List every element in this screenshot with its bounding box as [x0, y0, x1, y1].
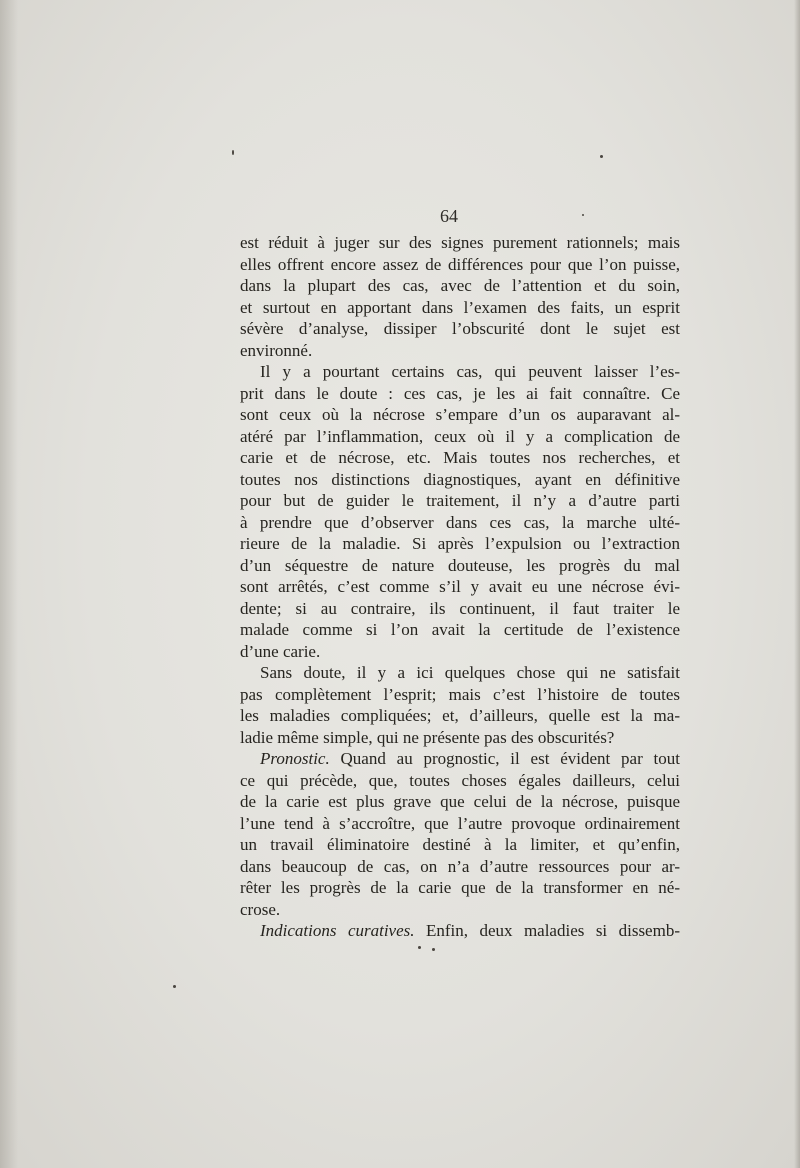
page-edge-shadow [794, 0, 800, 1168]
ink-speck [600, 155, 603, 158]
text-line: Sans doute, il y a ici quelques chose qui ne satisfait [260, 663, 680, 682]
text-line: d’un séquestre de nature douteuse, les progrès du mal [240, 555, 680, 575]
text-line: elles offrent encore assez de différences pour que l’on puisse, [240, 254, 680, 274]
text-line: rêter les progrès de la carie que de la transformer en né- [240, 878, 680, 897]
text-line: sévère d’analyse, dissiper l’obscurité dont le sujet est [240, 319, 680, 338]
text-line: est réduit à juger sur des signes purement rationnels; mais [240, 233, 680, 252]
section-heading: Indications curatives. [260, 921, 415, 940]
text-line: crose. [240, 899, 281, 919]
text-line: dans la plupart des cas, avec de l’attention et du soin, [240, 276, 680, 295]
text-line: pas complètement l’esprit; mais c’est l’histoire de toutes [240, 684, 680, 704]
text-line: Pronostic. Quand au prognostic, il est évident par tout [260, 749, 680, 768]
text-line: atéré par l’inflammation, ceux où il y a complication de [240, 426, 680, 446]
text-line: dans beaucoup de cas, on n’a d’autre ressources pour ar- [240, 856, 680, 876]
text-line: les maladies compliquées; et, d’ailleurs, quelle est la ma- [240, 706, 680, 725]
text-line: et surtout en apportant dans l’examen des faits, un esprit [240, 297, 680, 317]
ink-speck [418, 946, 421, 949]
text-line: prit dans le doute : ces cas, je les ai fait connaître. Ce [240, 383, 680, 403]
text-line: rieure de la maladie. Si après l’expulsion ou l’extraction [240, 534, 680, 553]
text-line: dente; si au contraire, ils continuent, il faut traiter le [240, 598, 680, 618]
ink-speck [173, 985, 176, 988]
text-line: ce qui précède, que, toutes choses égales dailleurs, celui [240, 770, 680, 790]
text-line: sont ceux où la nécrose s’empare d’un os auparavant al- [240, 405, 680, 424]
text-line: carie et de nécrose, etc. Mais toutes nos recherches, et [240, 448, 680, 467]
ink-speck [232, 150, 234, 155]
page-number: 64 [440, 206, 458, 226]
text-line: l’une tend à s’accroître, que l’autre provoque ordinairement [240, 813, 680, 833]
text-line: malade comme si l’on avait la certitude de l’existence [240, 620, 680, 639]
text-line: Il y a pourtant certains cas, qui peuvent laisser l’es- [260, 362, 680, 381]
text-line: environné. [240, 340, 313, 360]
text-line: d’une carie. [240, 641, 321, 661]
text-line: toutes nos distinctions diagnostiques, ayant en définitive [240, 469, 680, 489]
section-heading: Pronostic. [260, 749, 330, 768]
body-text [240, 232, 680, 942]
text-line: ladie même simple, qui ne présente pas des obscurités? [240, 727, 615, 747]
text-line: Indications curatives. Enfin, deux maladies si dissemb- [260, 921, 680, 940]
ink-speck [582, 214, 584, 216]
text-line: sont arrêtés, c’est comme s’il y avait eu une nécrose évi- [240, 577, 680, 596]
text-line: à prendre que d’observer dans ces cas, la marche ulté- [240, 512, 680, 532]
text-line: pour but de guider le traitement, il n’y a d’autre parti [240, 491, 680, 510]
text-line: un travail éliminatoire destiné à la limiter, et qu’enfin, [240, 835, 680, 854]
ink-speck [432, 948, 435, 951]
binding-shadow [0, 0, 18, 1168]
text-line: de la carie est plus grave que celui de la nécrose, puisque [240, 792, 680, 811]
